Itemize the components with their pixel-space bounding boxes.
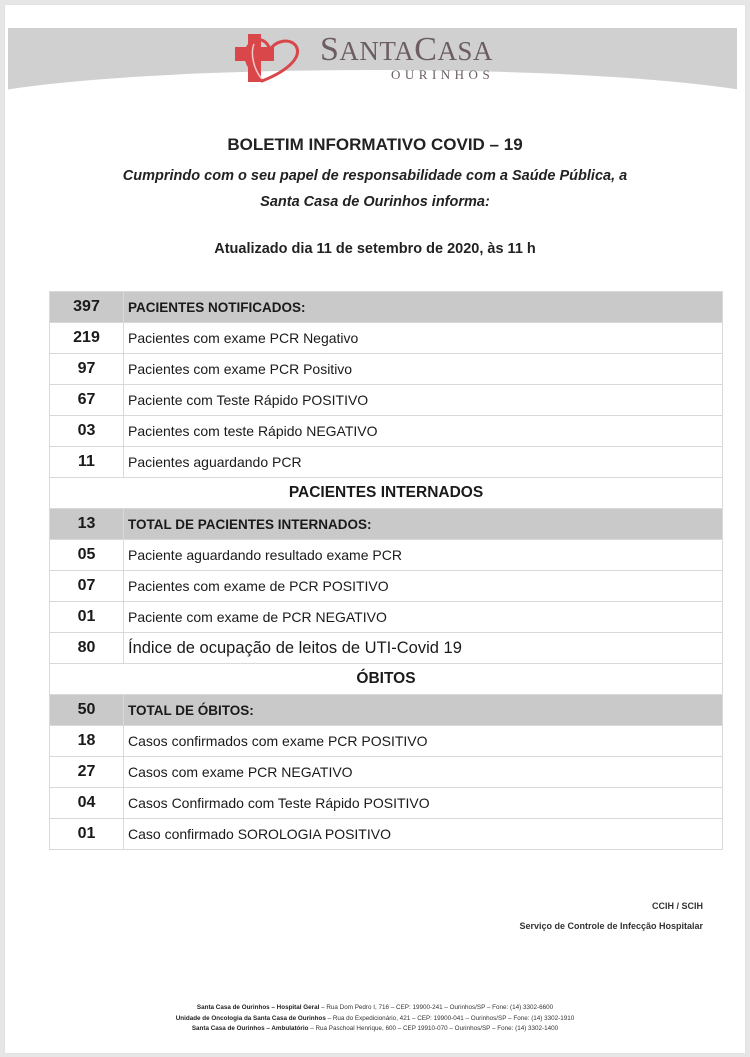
footer-line [5, 1024, 745, 1035]
logo-wordmark: SANTACASA [320, 31, 493, 68]
table-row [50, 819, 723, 850]
signature-service: Serviço de Controle de Infecção Hospitalar [519, 921, 703, 931]
santa-casa-logo [228, 28, 528, 88]
row-label: Casos Confirmado com Teste Rápido POSITIVO [124, 788, 723, 819]
section-title: PACIENTES INTERNADOS [50, 478, 723, 509]
row-label: Casos confirmados com exame PCR POSITIVO [124, 726, 723, 757]
footer-unit-address: – Rua Paschoal Henrique, 600 – CEP 19910-070 – Ourinhos/SP – Fone: (14) 3302-1400 [308, 1025, 559, 1032]
bulletin-subtitle-line1: Cumprindo com o seu papel de responsabilidade com a Saúde Pública, a [122, 168, 628, 184]
row-label: Pacientes com exame PCR Negativo [124, 323, 723, 354]
table-row [50, 757, 723, 788]
table-row-uti-occupancy [50, 633, 723, 664]
footer-unit-name: Unidade de Oncologia da Santa Casa de Ourinhos [175, 1014, 326, 1022]
table-row [50, 602, 723, 633]
bulletin-title: BOLETIM INFORMATIVO COVID – 19 [227, 135, 523, 154]
table-row [50, 788, 723, 819]
row-value: 13 [50, 509, 124, 540]
row-value: 219 [50, 323, 124, 354]
footer-addresses [5, 1003, 745, 1035]
bulletin-subtitle-line2: Santa Casa de Ourinhos informa: [260, 194, 490, 210]
row-label: Caso confirmado SOROLOGIA POSITIVO [124, 819, 723, 850]
row-value: 07 [50, 571, 124, 602]
row-value: 80 [50, 633, 124, 664]
table-row [50, 447, 723, 478]
row-value: 18 [50, 726, 124, 757]
table-row [50, 354, 723, 385]
row-value: 01 [50, 602, 124, 633]
section-title: ÓBITOS [50, 664, 723, 695]
row-label: TOTAL DE PACIENTES INTERNADOS: [124, 509, 723, 540]
signature-department: CCIH / SCIH [651, 901, 703, 911]
row-value: 397 [50, 292, 124, 323]
row-label: Índice de ocupação de leitos de UTI-Covid 19 [124, 633, 723, 664]
logo-subtitle: OURINHOS [391, 67, 495, 82]
row-value: 27 [50, 757, 124, 788]
table-row [50, 416, 723, 447]
table-row [50, 385, 723, 416]
row-label: PACIENTES NOTIFICADOS: [124, 292, 723, 323]
cross-heart-icon [228, 32, 308, 84]
row-value: 11 [50, 447, 124, 478]
row-value: 01 [50, 819, 124, 850]
table-row [50, 323, 723, 354]
covid-data-table [49, 291, 723, 850]
row-label: Pacientes com exame de PCR POSITIVO [124, 571, 723, 602]
row-value: 04 [50, 788, 124, 819]
footer-unit-name: Santa Casa de Ourinhos – Hospital Geral [196, 1004, 320, 1011]
section-header-obitos [50, 664, 723, 695]
row-value: 67 [50, 385, 124, 416]
row-value: 03 [50, 416, 124, 447]
row-value: 50 [50, 695, 124, 726]
table-row-total-internados [50, 509, 723, 540]
table-row-total-notificados [50, 292, 723, 323]
updated-timestamp: Atualizado dia 11 de setembro de 2020, às 11 h [214, 241, 536, 257]
footer-line [5, 1003, 745, 1014]
row-value: 05 [50, 540, 124, 571]
footer-unit-address: – Rua Dom Pedro I, 716 – CEP: 19900-241 – Ourinhos/SP – Fone: (14) 3302-6600 [319, 1004, 554, 1011]
row-label: Paciente com exame de PCR NEGATIVO [124, 602, 723, 633]
table-row [50, 726, 723, 757]
table-row-total-obitos [50, 695, 723, 726]
row-label: Paciente com Teste Rápido POSITIVO [124, 385, 723, 416]
row-label: Pacientes com exame PCR Positivo [124, 354, 723, 385]
row-label: Casos com exame PCR NEGATIVO [124, 757, 723, 788]
footer-unit-address: – Rua do Expedicionário, 421 – CEP: 19900-041 – Ourinhos/SP – Fone: (14) 3302-1910 [325, 1014, 575, 1022]
row-label: Pacientes aguardando PCR [124, 447, 723, 478]
row-label: TOTAL DE ÓBITOS: [124, 695, 723, 726]
section-header-internados [50, 478, 723, 509]
document-page [5, 5, 745, 1053]
footer-unit-name: Santa Casa de Ourinhos – Ambulatório [191, 1025, 309, 1032]
row-label: Paciente aguardando resultado exame PCR [124, 540, 723, 571]
table-row [50, 540, 723, 571]
table-row [50, 571, 723, 602]
row-label: Pacientes com teste Rápido NEGATIVO [124, 416, 723, 447]
footer-line [5, 1014, 745, 1025]
row-value: 97 [50, 354, 124, 385]
